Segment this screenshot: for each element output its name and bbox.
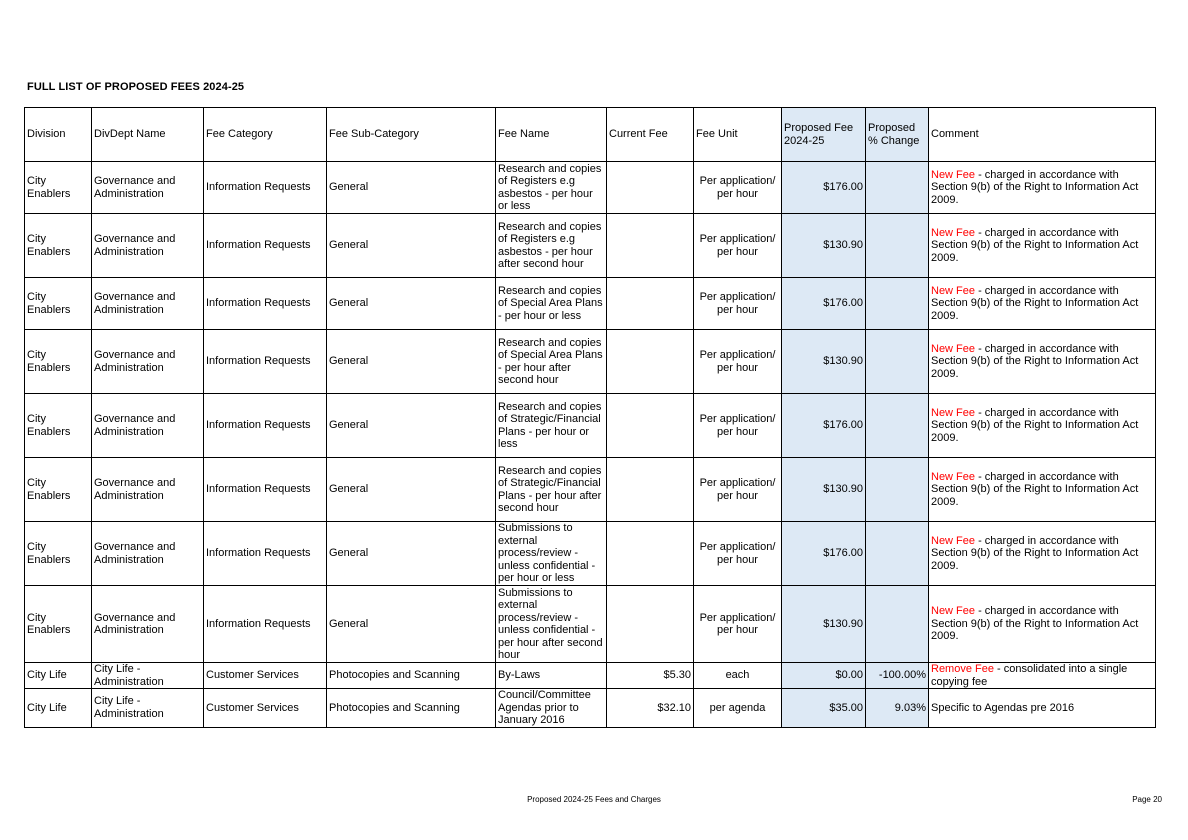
cell-division: City Enablers — [25, 522, 92, 586]
col-header-divdept: DivDept Name — [92, 108, 204, 162]
comment-flag: New Fee — [931, 470, 976, 483]
cell-proposed-fee: $176.00 — [782, 522, 866, 586]
cell-current-fee: $5.30 — [607, 663, 694, 689]
cell-current-fee — [607, 586, 694, 663]
comment-flag: New Fee — [931, 605, 976, 618]
comment-text: - charged in accordance with Section 9(b) of the Right to Information Act 2009. — [931, 406, 1139, 444]
cell-proposed-fee: $0.00 — [782, 663, 866, 689]
table-row — [25, 689, 1156, 728]
table-row — [25, 278, 1156, 330]
cell-current-fee — [607, 278, 694, 330]
comment-text: - charged in accordance with Section 9(b) of the Right to Information Act 2009. — [931, 168, 1139, 206]
cell-fee-unit: Per application/ per hour — [694, 214, 782, 278]
cell-proposed-fee: $176.00 — [782, 162, 866, 214]
cell-category: Customer Services — [204, 689, 327, 728]
table-row — [25, 330, 1156, 394]
col-header-fee-unit: Fee Unit — [694, 108, 782, 162]
cell-comment — [929, 394, 1156, 458]
cell-subcategory: General — [327, 214, 496, 278]
cell-current-fee — [607, 162, 694, 214]
cell-current-fee: $32.10 — [607, 689, 694, 728]
col-header-comment: Comment — [929, 108, 1156, 162]
cell-comment — [929, 586, 1156, 663]
comment-text: - charged in accordance with Section 9(b) of the Right to Information Act 2009. — [931, 284, 1139, 322]
cell-proposed-change: -100.00% — [866, 663, 929, 689]
cell-division: City Enablers — [25, 330, 92, 394]
comment-text: - charged in accordance with Section 9(b) of the Right to Information Act 2009. — [931, 470, 1139, 508]
footer-document-name: Proposed 2024-25 Fees and Charges — [527, 795, 661, 804]
cell-category: Information Requests — [204, 586, 327, 663]
comment-text: - charged in accordance with Section 9(b) of the Right to Information Act 2009. — [931, 226, 1139, 264]
comment-flag: New Fee — [931, 534, 976, 547]
cell-divdept: Governance and Administration — [92, 458, 204, 522]
comment-text: - charged in accordance with Section 9(b) of the Right to Information Act 2009. — [931, 534, 1139, 572]
cell-comment — [929, 162, 1156, 214]
cell-fee-unit: Per application/ per hour — [694, 330, 782, 394]
cell-fee-unit: Per application/ per hour — [694, 458, 782, 522]
cell-category: Information Requests — [204, 162, 327, 214]
cell-category: Information Requests — [204, 278, 327, 330]
comment-flag: New Fee — [931, 342, 976, 355]
table-row — [25, 522, 1156, 586]
cell-division: City Enablers — [25, 278, 92, 330]
cell-divdept: Governance and Administration — [92, 394, 204, 458]
cell-subcategory: General — [327, 278, 496, 330]
cell-current-fee — [607, 522, 694, 586]
table-row — [25, 663, 1156, 689]
cell-comment — [929, 522, 1156, 586]
cell-proposed-fee: $130.90 — [782, 214, 866, 278]
cell-fee-unit: Per application/ per hour — [694, 586, 782, 663]
cell-proposed-change — [866, 214, 929, 278]
cell-proposed-change — [866, 458, 929, 522]
col-header-division: Division — [25, 108, 92, 162]
col-header-fee-name: Fee Name — [496, 108, 607, 162]
cell-current-fee — [607, 330, 694, 394]
cell-proposed-fee: $35.00 — [782, 689, 866, 728]
comment-flag: New Fee — [931, 284, 976, 297]
cell-divdept: Governance and Administration — [92, 214, 204, 278]
cell-fee-name: Research and copies of Special Area Plans - per hour after second hour — [496, 330, 607, 394]
cell-divdept: Governance and Administration — [92, 330, 204, 394]
cell-category: Information Requests — [204, 214, 327, 278]
cell-proposed-change — [866, 522, 929, 586]
cell-division: City Life — [25, 689, 92, 728]
cell-fee-unit: Per application/ per hour — [694, 522, 782, 586]
table-row — [25, 214, 1156, 278]
cell-fee-name: Submissions to external process/review - unless confidential - per hour after second hour — [496, 586, 607, 663]
cell-subcategory: General — [327, 330, 496, 394]
cell-division: City Enablers — [25, 458, 92, 522]
comment-flag: Remove Fee — [931, 663, 994, 675]
cell-fee-name: Submissions to external process/review - unless confidential - per hour or less — [496, 522, 607, 586]
footer-page-number: Page 20 — [1132, 795, 1162, 804]
cell-division: City Life — [25, 663, 92, 689]
cell-fee-unit: Per application/ per hour — [694, 394, 782, 458]
table-row — [25, 458, 1156, 522]
cell-proposed-change — [866, 162, 929, 214]
cell-comment — [929, 663, 1156, 689]
cell-divdept: Governance and Administration — [92, 522, 204, 586]
cell-proposed-fee: $176.00 — [782, 394, 866, 458]
comment-flag: New Fee — [931, 406, 976, 419]
cell-proposed-change — [866, 394, 929, 458]
cell-subcategory: General — [327, 522, 496, 586]
table-header-row — [25, 108, 1156, 162]
cell-division: City Enablers — [25, 162, 92, 214]
cell-proposed-fee: $130.90 — [782, 586, 866, 663]
cell-divdept: Governance and Administration — [92, 586, 204, 663]
col-header-proposed-fee: Proposed Fee 2024-25 — [782, 108, 866, 162]
cell-subcategory: General — [327, 586, 496, 663]
cell-divdept: City Life - Administration — [92, 663, 204, 689]
cell-comment — [929, 689, 1156, 728]
cell-proposed-change: 9.03% — [866, 689, 929, 728]
col-header-category: Fee Category — [204, 108, 327, 162]
cell-category: Information Requests — [204, 394, 327, 458]
cell-division: City Enablers — [25, 394, 92, 458]
cell-fee-name: Research and copies of Strategic/Financial Plans - per hour or less — [496, 394, 607, 458]
comment-text: - consolidated into a single copying fee — [931, 663, 1128, 688]
cell-proposed-fee: $176.00 — [782, 278, 866, 330]
cell-fee-unit: each — [694, 663, 782, 689]
cell-subcategory: General — [327, 394, 496, 458]
cell-subcategory: General — [327, 458, 496, 522]
cell-proposed-change — [866, 278, 929, 330]
col-header-current-fee: Current Fee — [607, 108, 694, 162]
table-row — [25, 586, 1156, 663]
cell-fee-name: Research and copies of Strategic/Financial Plans - per hour after second hour — [496, 458, 607, 522]
cell-subcategory: General — [327, 162, 496, 214]
cell-fee-unit: per agenda — [694, 689, 782, 728]
table-body — [25, 162, 1156, 728]
cell-category: Information Requests — [204, 458, 327, 522]
cell-category: Information Requests — [204, 330, 327, 394]
cell-comment — [929, 278, 1156, 330]
cell-division: City Enablers — [25, 586, 92, 663]
cell-comment — [929, 458, 1156, 522]
cell-subcategory: Photocopies and Scanning — [327, 689, 496, 728]
cell-fee-unit: Per application/ per hour — [694, 162, 782, 214]
cell-current-fee — [607, 214, 694, 278]
cell-comment — [929, 214, 1156, 278]
comment-flag: New Fee — [931, 168, 976, 181]
col-header-subcategory: Fee Sub-Category — [327, 108, 496, 162]
cell-category: Information Requests — [204, 522, 327, 586]
cell-current-fee — [607, 458, 694, 522]
cell-fee-name: By-Laws — [496, 663, 607, 689]
comment-flag: New Fee — [931, 226, 976, 239]
cell-fee-unit: Per application/ per hour — [694, 278, 782, 330]
comment-text: - charged in accordance with Section 9(b) of the Right to Information Act 2009. — [931, 605, 1139, 643]
cell-current-fee — [607, 394, 694, 458]
cell-proposed-change — [866, 330, 929, 394]
cell-fee-name: Research and copies of Registers e.g asbestos - per hour after second hour — [496, 214, 607, 278]
fees-table — [24, 107, 1156, 728]
cell-divdept: Governance and Administration — [92, 162, 204, 214]
table-row — [25, 162, 1156, 214]
page-title: FULL LIST OF PROPOSED FEES 2024-25 — [27, 81, 245, 93]
cell-subcategory: Photocopies and Scanning — [327, 663, 496, 689]
col-header-proposed-change: Proposed % Change — [866, 108, 929, 162]
cell-proposed-fee: $130.90 — [782, 330, 866, 394]
cell-proposed-fee: $130.90 — [782, 458, 866, 522]
cell-divdept: City Life - Administration — [92, 689, 204, 728]
cell-comment — [929, 330, 1156, 394]
cell-fee-name: Council/Committee Agendas prior to January 2016 — [496, 689, 607, 728]
comment-text: - charged in accordance with Section 9(b) of the Right to Information Act 2009. — [931, 342, 1139, 380]
cell-division: City Enablers — [25, 214, 92, 278]
table-row — [25, 394, 1156, 458]
cell-proposed-change — [866, 586, 929, 663]
cell-fee-name: Research and copies of Special Area Plans - per hour or less — [496, 278, 607, 330]
comment-text: Specific to Agendas pre 2016 — [931, 701, 1075, 714]
cell-category: Customer Services — [204, 663, 327, 689]
cell-fee-name: Research and copies of Registers e.g asbestos - per hour or less — [496, 162, 607, 214]
cell-divdept: Governance and Administration — [92, 278, 204, 330]
